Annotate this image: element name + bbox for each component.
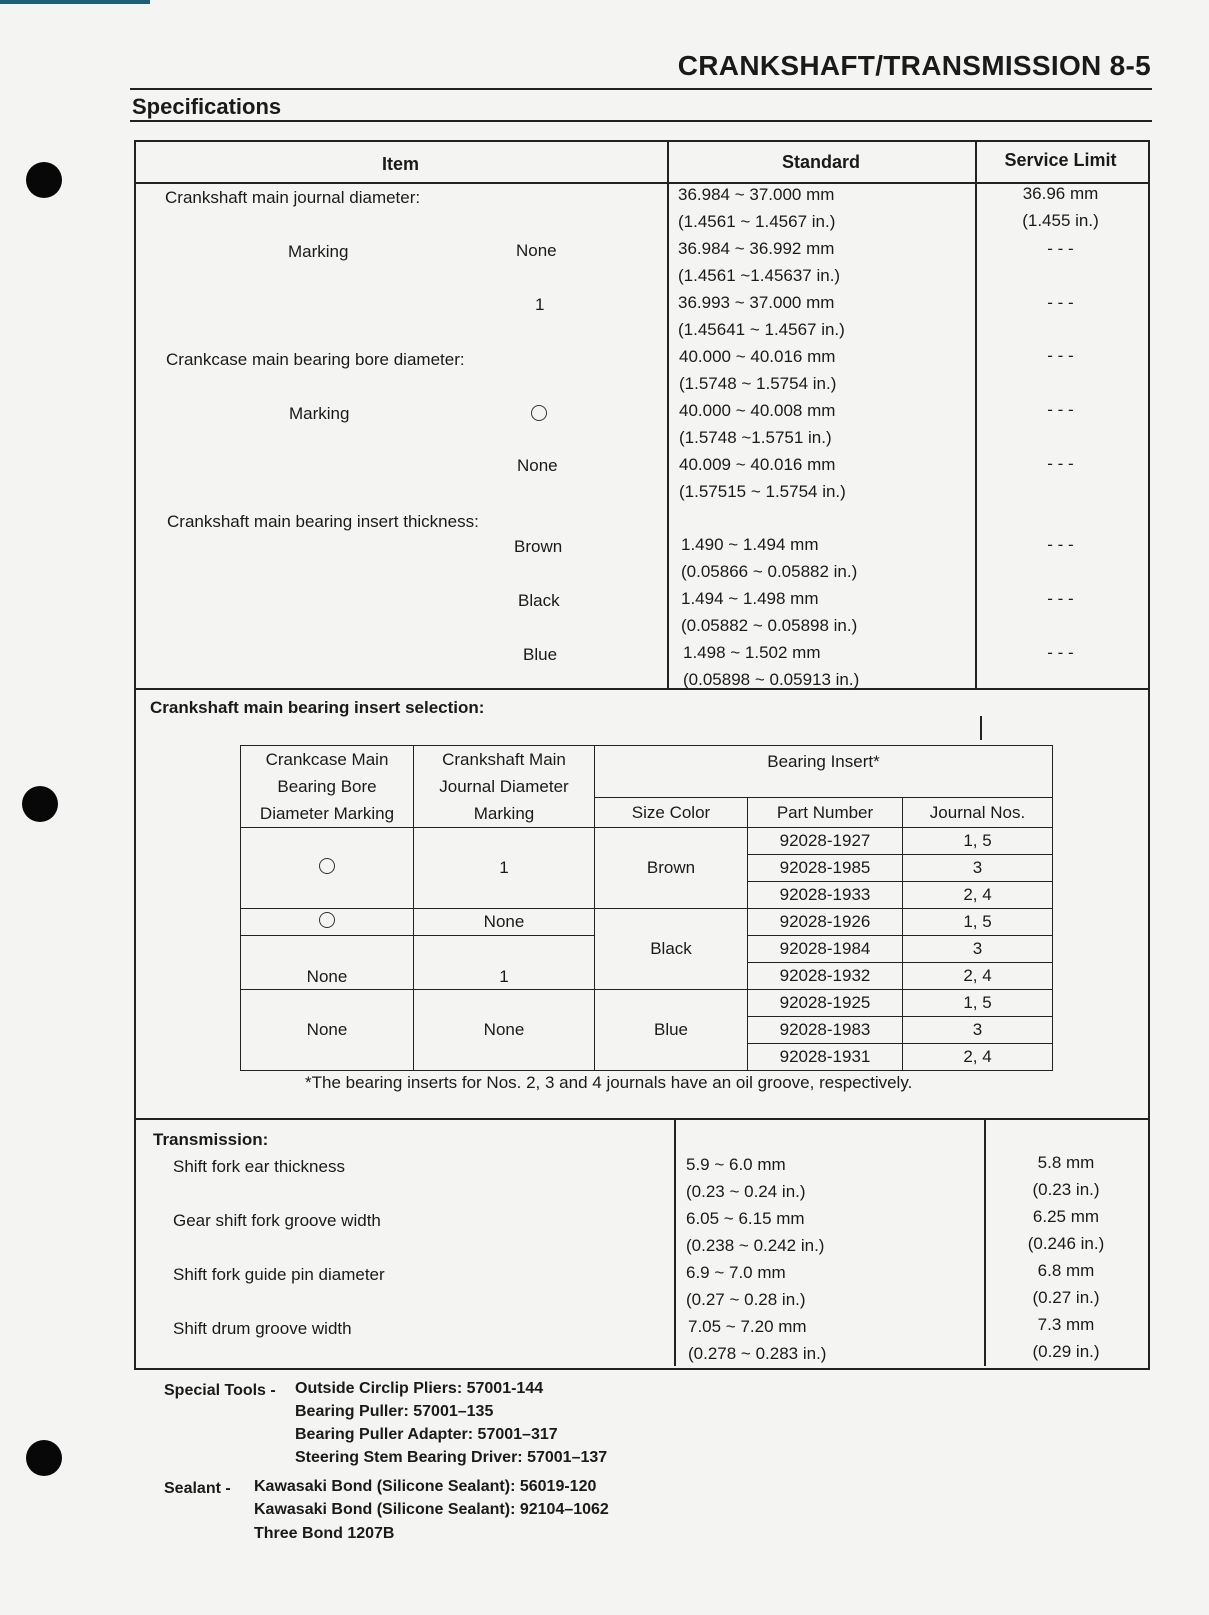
journal-nos: 3 [903, 855, 1053, 882]
row-label: Crankshaft main bearing insert thickness: [167, 512, 479, 531]
marking-label: Marking [289, 404, 350, 423]
sealant-item: Three Bond 1207B [254, 1525, 395, 1542]
header-size-color: Size Color [595, 798, 748, 828]
insert-color-brown: Brown [514, 537, 563, 556]
special-tool-item: Steering Stem Bearing Driver: 57001–137 [295, 1449, 608, 1466]
std-value: 36.984 ~ 37.000 mm [678, 185, 835, 204]
special-tools-label: Special Tools - [164, 1382, 276, 1399]
section-rule [130, 120, 1152, 122]
std-value: 1.494 ~ 1.498 mm [681, 589, 819, 608]
insert-color-blue: Blue [523, 645, 558, 664]
circle-mark-icon [319, 858, 335, 874]
marking-none: None [516, 241, 557, 260]
selection-title: Crankshaft main bearing insert selection: [150, 698, 485, 717]
limit-dash: - - - [1047, 535, 1074, 554]
selection-footnote: *The bearing inserts for Nos. 2, 3 and 4 journals have an oil groove, respectively. [305, 1073, 913, 1092]
sealant-item: Kawasaki Bond (Silicone Sealant): 56019-120 [254, 1478, 597, 1495]
marking-one: 1 [535, 295, 545, 314]
sealant-label: Sealant - [164, 1480, 231, 1497]
part-number: 92028-1926 [748, 909, 903, 936]
part-number: 92028-1931 [748, 1044, 903, 1071]
std-value: (0.05882 ~ 0.05898 in.) [681, 616, 858, 635]
special-tool-item: Outside Circlip Pliers: 57001-144 [295, 1380, 544, 1397]
header-rule [130, 88, 1152, 90]
header-journal: Crankshaft Main Journal Diameter Marking [414, 746, 595, 828]
header-bore: Crankcase Main Bearing Bore Diameter Marking [241, 746, 414, 828]
circle-mark-icon [531, 405, 547, 426]
col-limit-header: Service Limit [1004, 150, 1117, 170]
limit-dash: - - - [1047, 589, 1074, 608]
std-value: (1.45641 ~ 1.4567 in.) [678, 320, 845, 339]
part-number: 92028-1983 [748, 1017, 903, 1044]
journal-cell: 1 [414, 936, 595, 990]
std-value: (0.05898 ~ 0.05913 in.) [683, 670, 860, 689]
journal-nos: 2, 4 [903, 963, 1053, 990]
bore-cell: None [241, 936, 414, 990]
limit-dash: - - - [1047, 400, 1074, 419]
row-label: Crankshaft main journal diameter: [165, 188, 421, 207]
journal-cell: None [414, 909, 595, 936]
part-number: 92028-1933 [748, 882, 903, 909]
size-color-cell: Black [595, 909, 748, 990]
size-color-cell: Blue [595, 990, 748, 1071]
limit-dash: - - - [1047, 293, 1074, 312]
part-number: 92028-1925 [748, 990, 903, 1017]
std-value: 1.498 ~ 1.502 mm [683, 643, 821, 662]
std-value: 40.000 ~ 40.008 mm [679, 401, 836, 420]
std-value: 40.000 ~ 40.016 mm [679, 347, 836, 366]
limit-dash: - - - [1047, 346, 1074, 365]
std-value: 40.009 ~ 40.016 mm [679, 455, 836, 474]
std-value: (1.5748 ~ 1.5754 in.) [679, 374, 837, 393]
part-number: 92028-1927 [748, 828, 903, 855]
journal-nos: 3 [903, 936, 1053, 963]
std-value: 36.984 ~ 36.992 mm [678, 239, 835, 258]
marking-none: None [517, 456, 558, 475]
journal-nos: 3 [903, 1017, 1053, 1044]
part-number: 92028-1984 [748, 936, 903, 963]
header-journal-nos: Journal Nos. [903, 798, 1053, 828]
journal-cell: 1 [414, 828, 595, 909]
std-value: (0.05866 ~ 0.05882 in.) [681, 562, 858, 581]
limit-value: 36.96 mm [1022, 184, 1099, 203]
row-label: Crankcase main bearing bore diameter: [166, 350, 465, 369]
page-title: CRANKSHAFT/TRANSMISSION 8-5 [677, 50, 1151, 81]
part-number: 92028-1932 [748, 963, 903, 990]
journal-nos: 2, 4 [903, 882, 1053, 909]
top-accent-line [0, 0, 150, 4]
marking-label: Marking [288, 242, 349, 261]
col-item-header: Item [381, 154, 419, 174]
std-value: (1.4561 ~ 1.4567 in.) [678, 212, 836, 231]
std-value: (1.5748 ~1.5751 in.) [679, 428, 832, 447]
bore-cell: None [241, 990, 414, 1071]
special-tool-item: Bearing Puller Adapter: 57001–317 [295, 1426, 558, 1443]
section-title: Specifications [132, 94, 282, 119]
header-insert: Bearing Insert* [595, 746, 1053, 798]
binder-hole-middle [22, 786, 58, 822]
std-value: (1.4561 ~1.45637 in.) [678, 266, 841, 285]
part-number: 92028-1985 [748, 855, 903, 882]
journal-cell: None [414, 990, 595, 1071]
journal-nos: 1, 5 [903, 909, 1053, 936]
size-color-cell: Brown [595, 828, 748, 909]
std-value: 36.993 ~ 37.000 mm [678, 293, 835, 312]
special-tool-item: Bearing Puller: 57001–135 [295, 1403, 494, 1420]
bore-circle-cell [241, 909, 414, 936]
binder-hole-top [26, 162, 62, 198]
circle-mark-icon [319, 912, 335, 928]
limit-value: (1.455 in.) [1022, 211, 1099, 230]
limit-dash: - - - [1047, 239, 1074, 258]
transmission-title: Transmission: [153, 1130, 269, 1149]
sealant-item: Kawasaki Bond (Silicone Sealant): 92104–1062 [254, 1501, 609, 1518]
journal-nos: 1, 5 [903, 990, 1053, 1017]
journal-nos: 2, 4 [903, 1044, 1053, 1071]
std-value: 1.490 ~ 1.494 mm [681, 535, 819, 554]
bore-circle-cell [241, 828, 414, 909]
bearing-selection-table [240, 745, 1053, 1071]
limit-dash: - - - [1047, 643, 1074, 662]
header-part-number: Part Number [748, 798, 903, 828]
insert-color-black: Black [518, 591, 560, 610]
journal-nos: 1, 5 [903, 828, 1053, 855]
limit-dash: - - - [1047, 454, 1074, 473]
binder-hole-bottom [26, 1440, 62, 1476]
std-value: (1.57515 ~ 1.5754 in.) [679, 482, 846, 501]
col-standard-header: Standard [781, 152, 860, 172]
